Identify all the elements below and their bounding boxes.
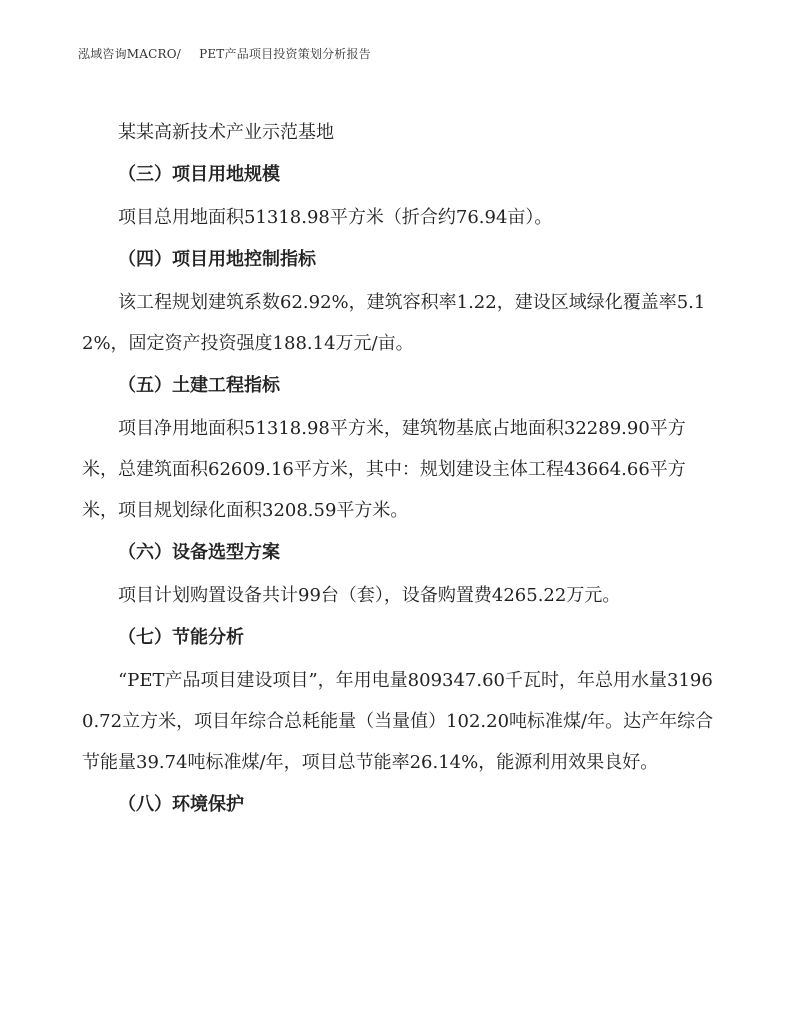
section-heading-environment: （八）环境保护 [118,794,244,815]
section-heading-construction: （五）土建工程指标 [118,375,280,396]
document-body [82,112,718,827]
header-org: 泓域咨询MACRO/ [78,47,182,61]
equipment-paragraph: 项目计划购置设备共计99台（套），设备购置费4265.22万元。 [118,585,621,606]
section-heading-energy: （七）节能分析 [118,627,244,648]
header-divider [78,67,722,68]
land-scale-paragraph: 项目总用地面积51318.98平方米（折合约76.94亩）。 [118,207,553,228]
location-paragraph: 某某高新技术产业示范基地 [118,122,334,143]
energy-paragraph: “PET产品项目建设项目”，年用电量809347.60千瓦时，年总用水量31960.72立方米，项目年综合总耗能量（当量值）102.20吨标准煤/年。达产年综合节能量39.74吨标准煤/年，项目总节能率26.14%，能源利用效果良好。 [82,670,714,773]
section-heading-land-control: （四）项目用地控制指标 [118,249,316,270]
header-doc-title: PET产品项目投资策划分析报告 [199,47,371,61]
section-heading-equipment: （六）设备选型方案 [118,542,280,563]
land-control-paragraph: 该工程规划建筑系数62.92%，建筑容积率1.22，建设区域绿化覆盖率5.12%，固定资产投资强度188.14万元/亩。 [82,292,706,354]
construction-paragraph: 项目净用地面积51318.98平方米，建筑物基底占地面积32289.90平方米，总建筑面积62609.16平方米，其中：规划建设主体工程43664.66平方米，项目规划绿化面积3208.59平方米。 [82,418,686,521]
page-header [78,45,371,62]
section-heading-land-scale: （三）项目用地规模 [118,164,280,185]
